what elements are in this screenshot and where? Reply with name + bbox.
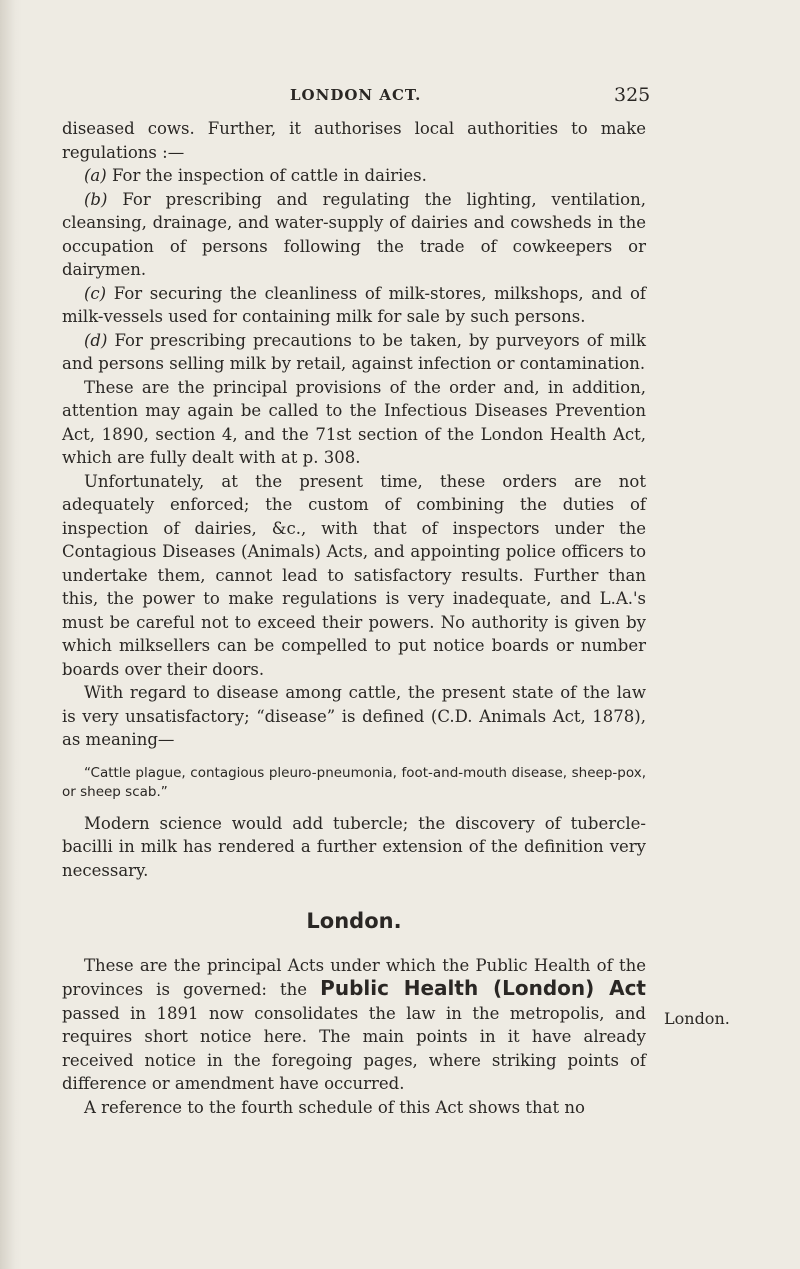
block-quote: “Cattle plague, contagious pleuro-pneumonia, foot-and-mouth disease, sheep-pox, or sheep scab.” bbox=[62, 764, 646, 800]
item-text: For prescribing and regulating the lighting, ventilation, cleansing, drainage, and water-supply of dairies and cowsheds in the occupation of persons following the trade of cowkeepers or dairymen. bbox=[62, 189, 646, 279]
item-marker: (d) bbox=[84, 330, 108, 350]
act-name: Public Health (London) Act bbox=[320, 976, 646, 1000]
item-text: For securing the cleanliness of milk-stores, milkshops, and of milk-vessels used for containing milk for sale by such persons. bbox=[62, 283, 646, 326]
paragraph bbox=[62, 954, 646, 1096]
item-marker: (b) bbox=[84, 189, 108, 209]
item-marker: (c) bbox=[84, 283, 107, 303]
list-item bbox=[62, 164, 646, 188]
list-item bbox=[62, 329, 646, 376]
paragraph: A reference to the fourth schedule of this Act shows that no bbox=[84, 1097, 585, 1117]
running-title: LONDON ACT. bbox=[290, 86, 422, 104]
text-run: passed in 1891 now consolidates the law in the metropolis, and requires short notice here. The main points in it have already received notice in the foregoing pages, where striking points of difference or amendment have occurred. bbox=[62, 1003, 646, 1093]
page-number: 325 bbox=[614, 84, 651, 106]
list-item bbox=[62, 188, 646, 282]
page-edge-shadow bbox=[0, 0, 22, 1269]
paragraph: These are the principal provisions of the order and, in addition, attention may again be called to the Infectious Diseases Prevention Act, 1890, section 4, and the 71st section of the London Health Act, which are fully dealt with at p. 308. bbox=[62, 377, 646, 467]
margin-note: London. bbox=[664, 1009, 730, 1028]
paragraph: diseased cows. Further, it authorises local authorities to make regulations :— bbox=[62, 119, 646, 162]
running-head bbox=[0, 86, 800, 116]
paragraph: Unfortunately, at the present time, these orders are not adequately enforced; the custom of combining the duties of inspection of dairies, &c., with that of inspectors under the Contagious Diseases (Animals) Acts, and appointing police officers to undertake them, cannot lead to satisfactory results. Further than this, the power to make regulations is very inadequate, and L.A.'s must be careful not to exceed their powers. No authority is given by which milksellers can be compelled to put notice boards or number boards over their doors. bbox=[62, 471, 646, 679]
item-text: For the inspection of cattle in dairies. bbox=[106, 166, 427, 185]
item-text: For prescribing precautions to be taken, by purveyors of milk and persons selling milk by retail, against infection or contamination. bbox=[62, 330, 646, 373]
paragraph: With regard to disease among cattle, the present state of the law is very unsatisfactory; “disease” is defined (C.D. Animals Act, 1878), as meaning— bbox=[62, 683, 646, 749]
paragraph: Modern science would add tubercle; the discovery of tubercle-bacilli in milk has rendered a further extension of the definition very necessary. bbox=[62, 813, 646, 880]
text-run: These are the principal Acts under which the Public Health of the provinces is governed: the bbox=[62, 955, 646, 999]
section-heading: London. bbox=[306, 909, 402, 933]
list-item bbox=[62, 282, 646, 329]
item-marker: (a) bbox=[84, 166, 107, 185]
body-text bbox=[62, 117, 646, 1119]
